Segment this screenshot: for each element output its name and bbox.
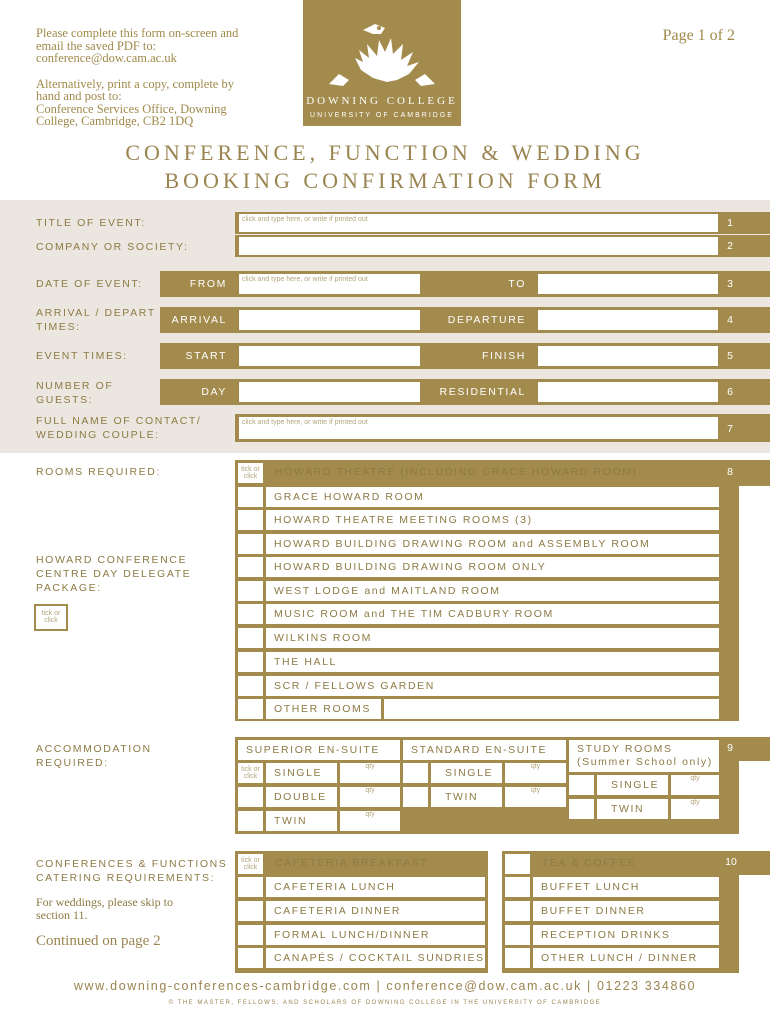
catering-option: TEA & COFFEE bbox=[542, 857, 637, 869]
label-departure: DEPARTURE bbox=[447, 314, 526, 326]
intro-line: Please complete this form on-screen and bbox=[36, 26, 239, 40]
room-checkbox[interactable] bbox=[238, 581, 263, 601]
label-line: ARRIVAL / DEPART bbox=[36, 307, 156, 319]
catering-row bbox=[266, 877, 485, 897]
catering-option: OTHER LUNCH / DINNER bbox=[541, 952, 698, 964]
room-row bbox=[266, 557, 719, 577]
section-number: 3 bbox=[727, 278, 733, 290]
contact-name-input[interactable] bbox=[238, 416, 719, 440]
label-line: FULL NAME OF CONTACT/ bbox=[36, 415, 202, 427]
study-twin-qty[interactable] bbox=[671, 799, 719, 819]
study-twin-label: TWIN bbox=[611, 803, 645, 815]
label-accommodation bbox=[36, 742, 152, 770]
accom-row bbox=[431, 787, 502, 807]
section-number: 2 bbox=[727, 240, 733, 252]
footer-copyright: © THE MASTER, FELLOWS, AND SCHOLARS OF DOWNING COLLEGE IN THE UNIVERSITY OF CAMBRIDGE bbox=[168, 1000, 602, 1006]
section-number: 8 bbox=[727, 466, 733, 478]
standard-single-checkbox[interactable] bbox=[403, 763, 428, 783]
intro-line: College, Cambridge, CB2 1DQ bbox=[36, 114, 194, 128]
field-hint: click and type here, or write if printed out bbox=[242, 216, 368, 223]
date-from-input[interactable] bbox=[238, 273, 421, 295]
accom-row bbox=[597, 799, 668, 819]
label-line: CENTRE DAY DELEGATE bbox=[36, 568, 192, 580]
label-line: NUMBER OF bbox=[36, 380, 114, 392]
label-day: DAY bbox=[201, 386, 227, 398]
superior-twin-qty[interactable] bbox=[340, 811, 400, 831]
form-title-line-2: BOOKING CONFIRMATION FORM bbox=[164, 168, 606, 193]
company-input[interactable] bbox=[238, 236, 719, 256]
section-number: 10 bbox=[725, 856, 737, 868]
catering-note bbox=[36, 896, 173, 922]
room-option: HOWARD THEATRE MEETING ROOMS (3) bbox=[274, 514, 533, 526]
study-single-qty[interactable] bbox=[671, 775, 719, 795]
label-howard-package bbox=[36, 553, 191, 595]
catering-option: FORMAL LUNCH/DINNER bbox=[274, 929, 431, 941]
catering-checkbox[interactable] bbox=[505, 877, 530, 897]
intro-line: Conference Services Office, Downing bbox=[36, 101, 227, 116]
label-from: FROM bbox=[189, 278, 227, 290]
section-number: 1 bbox=[727, 217, 733, 229]
label-line: WEDDING COUPLE: bbox=[36, 429, 160, 441]
standard-header bbox=[403, 740, 566, 760]
catering-checkbox[interactable] bbox=[238, 877, 263, 897]
standard-single-qty[interactable] bbox=[505, 763, 566, 783]
form-title-line-1: CONFERENCE, FUNCTION & WEDDING bbox=[125, 140, 645, 165]
tick-hint: tick or click bbox=[41, 610, 61, 624]
room-option: GRACE HOWARD ROOM bbox=[274, 491, 425, 503]
note-line: section 11. bbox=[36, 908, 88, 922]
room-checkbox[interactable] bbox=[238, 604, 263, 624]
label-line: CATERING REQUIREMENTS: bbox=[36, 872, 216, 884]
room-row bbox=[266, 534, 719, 554]
study-header bbox=[569, 740, 719, 772]
superior-single-label: SINGLE bbox=[274, 767, 323, 779]
guests-day-input[interactable] bbox=[238, 381, 421, 403]
standard-label: STANDARD EN-SUITE bbox=[411, 744, 548, 756]
finish-time-input[interactable] bbox=[537, 345, 719, 367]
qty-hint: qty bbox=[690, 775, 700, 782]
standard-twin-label: TWIN bbox=[445, 791, 479, 803]
catering-row bbox=[533, 877, 719, 897]
room-checkbox[interactable] bbox=[238, 699, 263, 719]
qty-hint: qty bbox=[365, 763, 375, 770]
catering-checkbox[interactable] bbox=[505, 854, 530, 874]
catering-checkbox[interactable] bbox=[505, 925, 530, 945]
study-single-checkbox[interactable] bbox=[569, 775, 594, 795]
room-option: HOWARD BUILDING DRAWING ROOM ONLY bbox=[274, 561, 547, 573]
catering-row bbox=[266, 925, 485, 945]
label-event-times: EVENT TIMES: bbox=[36, 350, 128, 362]
footer-contact: www.downing-conferences-cambridge.com | conference@dow.cam.ac.uk | 01223 334860 bbox=[73, 979, 697, 993]
room-checkbox[interactable] bbox=[238, 463, 263, 483]
label-arrival-depart bbox=[36, 306, 156, 334]
label-number-of-guests bbox=[36, 379, 113, 407]
superior-header bbox=[238, 740, 400, 760]
intro-email: conference@dow.cam.ac.uk bbox=[36, 51, 177, 65]
label-catering bbox=[36, 857, 227, 885]
intro-line: email the saved PDF to: bbox=[36, 38, 157, 53]
accom-row bbox=[266, 787, 337, 807]
label-date-of-event: DATE OF EVENT: bbox=[36, 278, 143, 290]
accom-row bbox=[597, 775, 668, 795]
superior-double-qty[interactable] bbox=[340, 787, 400, 807]
label-start: START bbox=[185, 350, 227, 362]
label-line: GUESTS: bbox=[36, 394, 94, 406]
section-number: 5 bbox=[727, 350, 733, 362]
room-checkbox[interactable] bbox=[238, 534, 263, 554]
label-line: TIMES: bbox=[36, 321, 81, 333]
label-line: ACCOMMODATION bbox=[36, 743, 152, 755]
room-row bbox=[266, 510, 719, 530]
label-line: REQUIRED: bbox=[36, 757, 109, 769]
logo-name: DOWNING COLLEGE bbox=[306, 95, 458, 107]
college-logo bbox=[303, 0, 461, 126]
catering-row bbox=[533, 925, 719, 945]
label-contact-name bbox=[36, 414, 201, 442]
catering-option: CANAPÉS / COCKTAIL SUNDRIES bbox=[274, 952, 485, 964]
room-checkbox[interactable] bbox=[238, 557, 263, 577]
catering-row bbox=[266, 948, 485, 968]
date-to-input[interactable] bbox=[537, 273, 719, 295]
room-option: WILKINS ROOM bbox=[274, 632, 372, 644]
accom-row bbox=[266, 763, 337, 783]
standard-twin-qty[interactable] bbox=[505, 787, 566, 807]
room-row bbox=[266, 581, 719, 601]
standard-twin-checkbox[interactable] bbox=[403, 787, 428, 807]
room-row bbox=[266, 676, 719, 696]
catering-checkbox[interactable] bbox=[238, 854, 263, 874]
catering-option: CAFETERIA DINNER bbox=[274, 905, 402, 917]
intro-line: Alternatively, print a copy, complete by bbox=[36, 76, 234, 91]
tick-hint: tick or click bbox=[241, 466, 260, 480]
griffin-icon bbox=[303, 0, 461, 95]
field-hint: click and type here, or write if printed out bbox=[242, 419, 368, 426]
catering-checkbox[interactable] bbox=[238, 948, 263, 968]
room-checkbox[interactable] bbox=[238, 510, 263, 530]
label-line: CONFERENCES & FUNCTIONS bbox=[36, 858, 228, 870]
accom-row bbox=[431, 763, 502, 783]
superior-double-checkbox[interactable] bbox=[238, 787, 263, 807]
departure-input[interactable] bbox=[537, 309, 719, 331]
room-option: HOWARD BUILDING DRAWING ROOM and ASSEMBLY ROOM bbox=[274, 538, 651, 550]
catering-option: BUFFET LUNCH bbox=[541, 881, 640, 893]
intro-text bbox=[36, 27, 286, 128]
other-rooms-input[interactable] bbox=[384, 699, 719, 719]
room-checkbox[interactable] bbox=[238, 628, 263, 648]
superior-twin-label: TWIN bbox=[274, 815, 308, 827]
catering-option: CAFETERIA BREAKFAST bbox=[275, 857, 429, 869]
label-line: PACKAGE: bbox=[36, 582, 102, 594]
room-option: HOWARD THEATRE (INCLUDING GRACE HOWARD ROOM) bbox=[275, 466, 638, 478]
room-checkbox[interactable] bbox=[238, 652, 263, 672]
room-option: WEST LODGE and MAITLAND ROOM bbox=[274, 585, 501, 597]
superior-double-label: DOUBLE bbox=[274, 791, 327, 803]
superior-single-qty[interactable] bbox=[340, 763, 400, 783]
arrival-input[interactable] bbox=[238, 309, 421, 331]
catering-option: CAFETERIA LUNCH bbox=[274, 881, 396, 893]
label-line: HOWARD CONFERENCE bbox=[36, 554, 188, 566]
room-row bbox=[266, 652, 719, 672]
section-number: 6 bbox=[727, 386, 733, 398]
section-number: 4 bbox=[727, 314, 733, 326]
accom-row bbox=[266, 811, 337, 831]
qty-hint: qty bbox=[690, 799, 700, 806]
label-residential: RESIDENTIAL bbox=[439, 386, 526, 398]
label-rooms-required: ROOMS REQUIRED: bbox=[36, 466, 161, 478]
superior-single-checkbox[interactable] bbox=[238, 763, 263, 783]
qty-hint: qty bbox=[530, 763, 541, 770]
study-label bbox=[569, 740, 719, 769]
room-checkbox[interactable] bbox=[238, 676, 263, 696]
tick-hint: tick or click bbox=[241, 857, 260, 871]
catering-checkbox[interactable] bbox=[238, 901, 263, 921]
study-single-label: SINGLE bbox=[611, 779, 660, 791]
study-title: STUDY ROOMS bbox=[577, 743, 673, 755]
start-time-input[interactable] bbox=[238, 345, 421, 367]
superior-twin-checkbox[interactable] bbox=[238, 811, 263, 831]
catering-option: BUFFET DINNER bbox=[541, 905, 646, 917]
page-number: Page 1 of 2 bbox=[662, 27, 735, 44]
room-option: OTHER ROOMS bbox=[274, 703, 371, 715]
logo-subtitle: UNIVERSITY OF CAMBRIDGE bbox=[310, 112, 454, 119]
intro-line: hand and post to: bbox=[36, 89, 122, 103]
catering-row bbox=[533, 901, 719, 921]
superior-label: SUPERIOR EN-SUITE bbox=[246, 744, 380, 756]
label-title-of-event: TITLE OF EVENT: bbox=[36, 217, 146, 229]
section-number: 9 bbox=[727, 742, 733, 754]
title-of-event-input[interactable] bbox=[238, 213, 719, 233]
room-row bbox=[266, 604, 719, 624]
label-to: TO bbox=[508, 278, 526, 290]
room-checkbox[interactable] bbox=[238, 487, 263, 507]
catering-option: RECEPTION DRINKS bbox=[541, 929, 671, 941]
room-row bbox=[266, 699, 381, 719]
catering-checkbox[interactable] bbox=[505, 901, 530, 921]
qty-hint: qty bbox=[365, 787, 375, 794]
room-row bbox=[266, 628, 719, 648]
label-finish: FINISH bbox=[481, 350, 526, 362]
continued-note: Continued on page 2 bbox=[36, 933, 161, 949]
catering-checkbox[interactable] bbox=[505, 948, 530, 968]
tick-hint: tick or click bbox=[241, 766, 260, 780]
room-option: THE HALL bbox=[274, 656, 337, 668]
room-option: MUSIC ROOM and THE TIM CADBURY ROOM bbox=[274, 608, 554, 620]
howard-package-checkbox[interactable] bbox=[36, 606, 66, 629]
room-row bbox=[266, 487, 719, 507]
qty-hint: qty bbox=[530, 787, 541, 794]
qty-hint: qty bbox=[365, 811, 375, 818]
study-subtitle: (Summer School only) bbox=[577, 756, 713, 768]
note-line: For weddings, please skip to bbox=[36, 895, 173, 909]
study-twin-checkbox[interactable] bbox=[569, 799, 594, 819]
label-arrival: ARRIVAL bbox=[171, 314, 227, 326]
catering-row bbox=[533, 948, 719, 968]
standard-single-label: SINGLE bbox=[445, 767, 494, 779]
field-hint: click and type here, or write if printed out bbox=[242, 276, 368, 283]
catering-checkbox[interactable] bbox=[238, 925, 263, 945]
label-company: COMPANY OR SOCIETY: bbox=[36, 241, 189, 253]
room-option: SCR / FELLOWS GARDEN bbox=[274, 680, 435, 692]
guests-residential-input[interactable] bbox=[537, 381, 719, 403]
section-number: 7 bbox=[727, 423, 733, 435]
catering-row bbox=[266, 901, 485, 921]
